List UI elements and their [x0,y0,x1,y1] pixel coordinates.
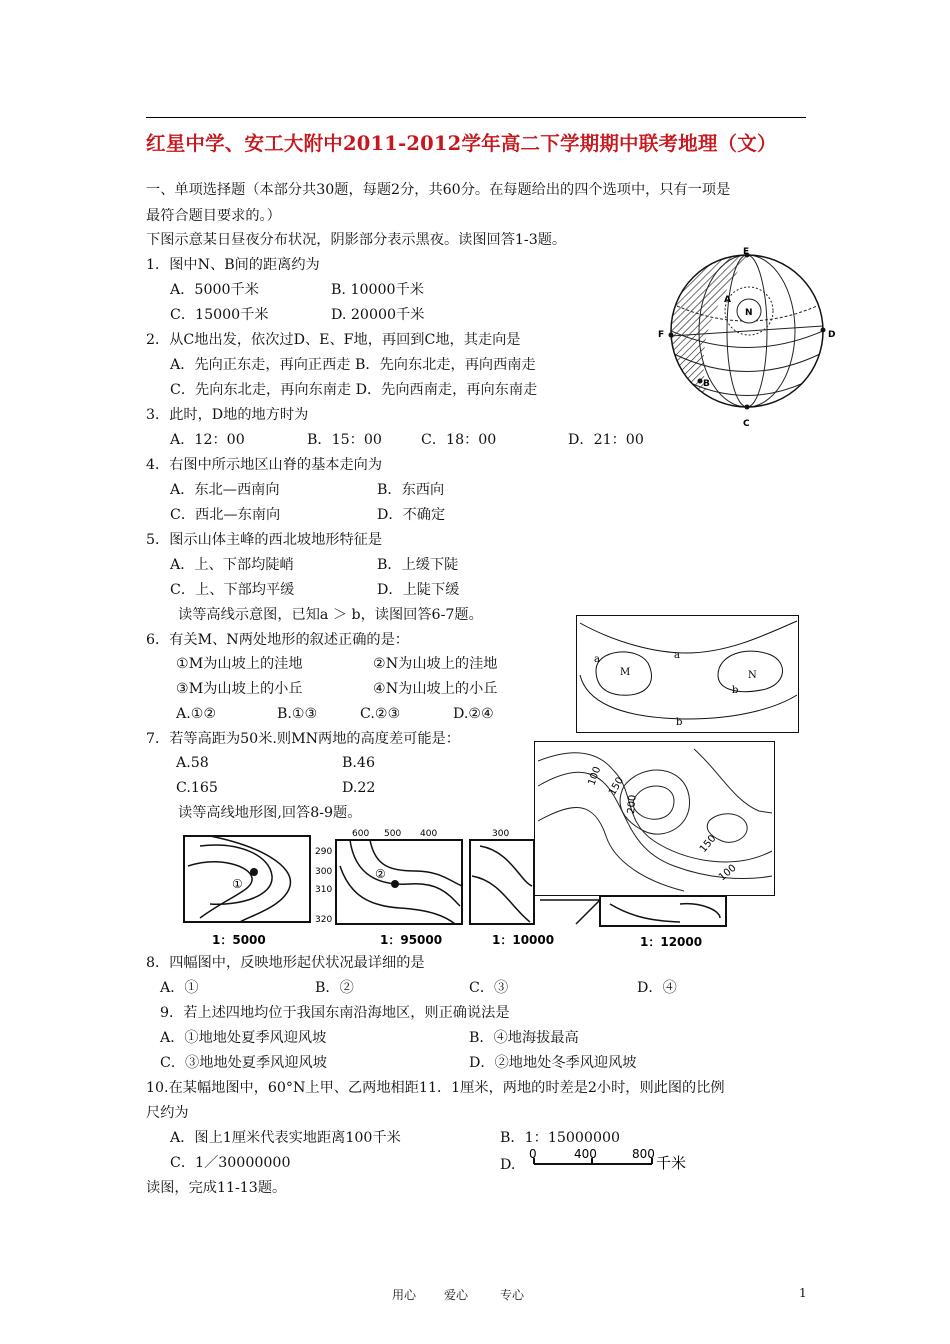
q2-ab: A．先向正东走，再向正西走 B．先向东北走，再向西南走 [170,357,536,373]
map3-tick-300: 300 [492,829,510,839]
q6-opt1: ①M为山坡上的洼地 [176,656,303,672]
q8: 8．四幅图中，反映地形起伏状况最详细的是 [146,955,425,971]
footer-2: 爱心 [444,1288,469,1302]
footer-3: 专心 [500,1288,525,1302]
q6-b: B.①③ [277,706,318,722]
q4-d: D．不确定 [377,507,446,523]
q6-d: D.②④ [453,706,494,722]
q3-c: C．18：00 [421,432,497,448]
section-heading: 一、单项选择题（本部分共30题，每题2分，共60分。在每题给出的四个选项中，只有一项是 [146,182,731,198]
q9-a: A．①地地处夏季风迎风坡 [160,1030,327,1046]
contour-100-b: 100 [716,862,739,884]
label-F: F [658,330,665,340]
map1-tick-300: 300 [315,867,333,877]
contour-150-a: 150 [607,775,627,798]
label-b-bottom: b [676,717,683,728]
scale-bar-figure [526,1146,696,1176]
scale-0: 0 [529,1147,537,1161]
label-b-right: b [732,685,739,696]
label-A: A [724,295,731,305]
page-title: 红星中学、安工大附中2011-2012学年高二下学期期中联考地理（文） [146,132,777,155]
q10-d: D. [500,1157,516,1173]
q6-c: C.②③ [360,706,401,722]
q6: 6．有关M、N两处地形的叙述正确的是： [146,632,409,648]
contour-150-b: 150 [697,833,719,855]
intro-1-3: 下图示意某日昼夜分布状况，阴影部分表示黑夜。读图回答1-3题。 [146,232,567,248]
label-D: D [828,330,836,340]
label-N: N [745,308,753,318]
q2-cd: C．先向东北走，再向东南走 D．先向西南走，再向东南走 [170,382,538,398]
q8-b: B．② [315,980,354,996]
page-number: 1 [799,1286,807,1300]
q8-d: D．④ [637,980,677,996]
q2: 2．从C地出发，依次过D、E、F地，再回到C地，其走向是 [146,332,521,348]
intro-8-9: 读等高线地形图,回答8-9题。 [178,805,362,821]
scale-unit: 千米 [656,1154,687,1172]
q5-a: A．上、下部均陡峭 [170,557,294,573]
q7-d: D.22 [342,780,376,796]
q4: 4．右图中所示地区山脊的基本走向为 [146,457,383,473]
q3-a: A．12：00 [170,432,245,448]
contour-mn-figure [576,615,800,735]
label-N-contour: N [748,670,757,681]
q10-a: A．图上1厘米代表实地距离100千米 [170,1130,401,1146]
q4-a: A．东北—西南向 [170,482,280,498]
q3-b: B．15：00 [307,432,382,448]
q8-a: A．① [160,980,199,996]
q5-d: D．上陡下缓 [377,582,460,598]
header-rule [146,117,806,118]
contour-maps-row [180,826,740,950]
section-heading-cont: 最符合题目要求的。） [146,208,281,224]
q6-opt2: ②N为山坡上的洼地 [373,656,498,672]
q1-b: B. 10000千米 [331,282,424,298]
q3: 3．此时，D地的地方时为 [146,407,309,423]
contour-200: 200 [626,794,639,815]
q6-a: A.①② [176,706,217,722]
q6-opt3: ③M为山坡上的小丘 [176,681,303,697]
q10-c: C．1／30000000 [170,1155,291,1171]
map1-tick-310: 310 [315,885,333,895]
q4-b: B．东西向 [377,482,445,498]
map2-circle: ② [375,867,386,881]
map2-tick-400: 400 [420,829,438,839]
q9-b: B．④地海拔最高 [469,1030,579,1046]
intro-6-7: 读等高线示意图，已知a ＞ b，读图回答6-7题。 [178,607,483,623]
q3-d: D．21：00 [568,432,644,448]
map4-scale: 1：12000 [640,935,703,949]
label-M: M [620,667,631,678]
q10-cont: 尺约为 [146,1105,189,1121]
q9-c: C．③地地处夏季风迎风坡 [160,1055,327,1071]
label-C: C [743,419,750,429]
map1-scale: 1：5000 [212,933,266,947]
q6-opt4: ④N为山坡上的小丘 [373,681,498,697]
q7-b: B.46 [342,755,375,771]
q10-b: B．1：15000000 [500,1130,621,1146]
footer-1: 用心 [392,1288,417,1302]
label-E: E [743,247,750,257]
map1-tick-320: 320 [315,915,333,925]
map2-tick-500: 500 [384,829,402,839]
q5-b: B．上缓下陡 [377,557,459,573]
label-a-top: a [674,650,680,661]
map1-circle: ① [232,877,243,891]
q7-c: C.165 [176,780,218,796]
q1-c: C．15000千米 [170,307,269,323]
q1-a: A．5000千米 [170,282,259,298]
scale-400: 400 [574,1147,597,1161]
q9-d: D．②地地处冬季风迎风坡 [469,1055,637,1071]
q1: 1．图中N、B间的距离约为 [146,257,320,273]
label-B: B [703,379,710,389]
map2-scale: 1：95000 [380,933,443,947]
q5: 5．图示山体主峰的西北坡地形特征是 [146,532,383,548]
globe-day-night-figure [652,244,842,434]
scale-800: 800 [632,1147,655,1161]
intro-11-13: 读图，完成11-13题。 [146,1180,287,1196]
q1-d: D. 20000千米 [331,307,425,323]
q7: 7．若等高距为50米.则MN两地的高度差可能是： [146,731,460,747]
q5-c: C．上、下部均平缓 [170,582,295,598]
q10: 10.在某幅地图中，60°N上甲、乙两地相距11．1厘米，两地的时差是2小时，则此图的比例 [146,1080,725,1096]
map3-scale: 1：10000 [492,933,555,947]
q8-c: C．③ [469,980,509,996]
q9: 9．若上述四地均位于我国东南沿海地区，则正确说法是 [160,1005,510,1021]
map2-tick-600: 600 [352,829,370,839]
label-a-left: a [594,654,600,665]
q7-a: A.58 [176,755,209,771]
contour-100-a: 100 [586,765,604,788]
q4-c: C．西北—东南向 [170,507,281,523]
map1-tick-290: 290 [315,847,333,857]
